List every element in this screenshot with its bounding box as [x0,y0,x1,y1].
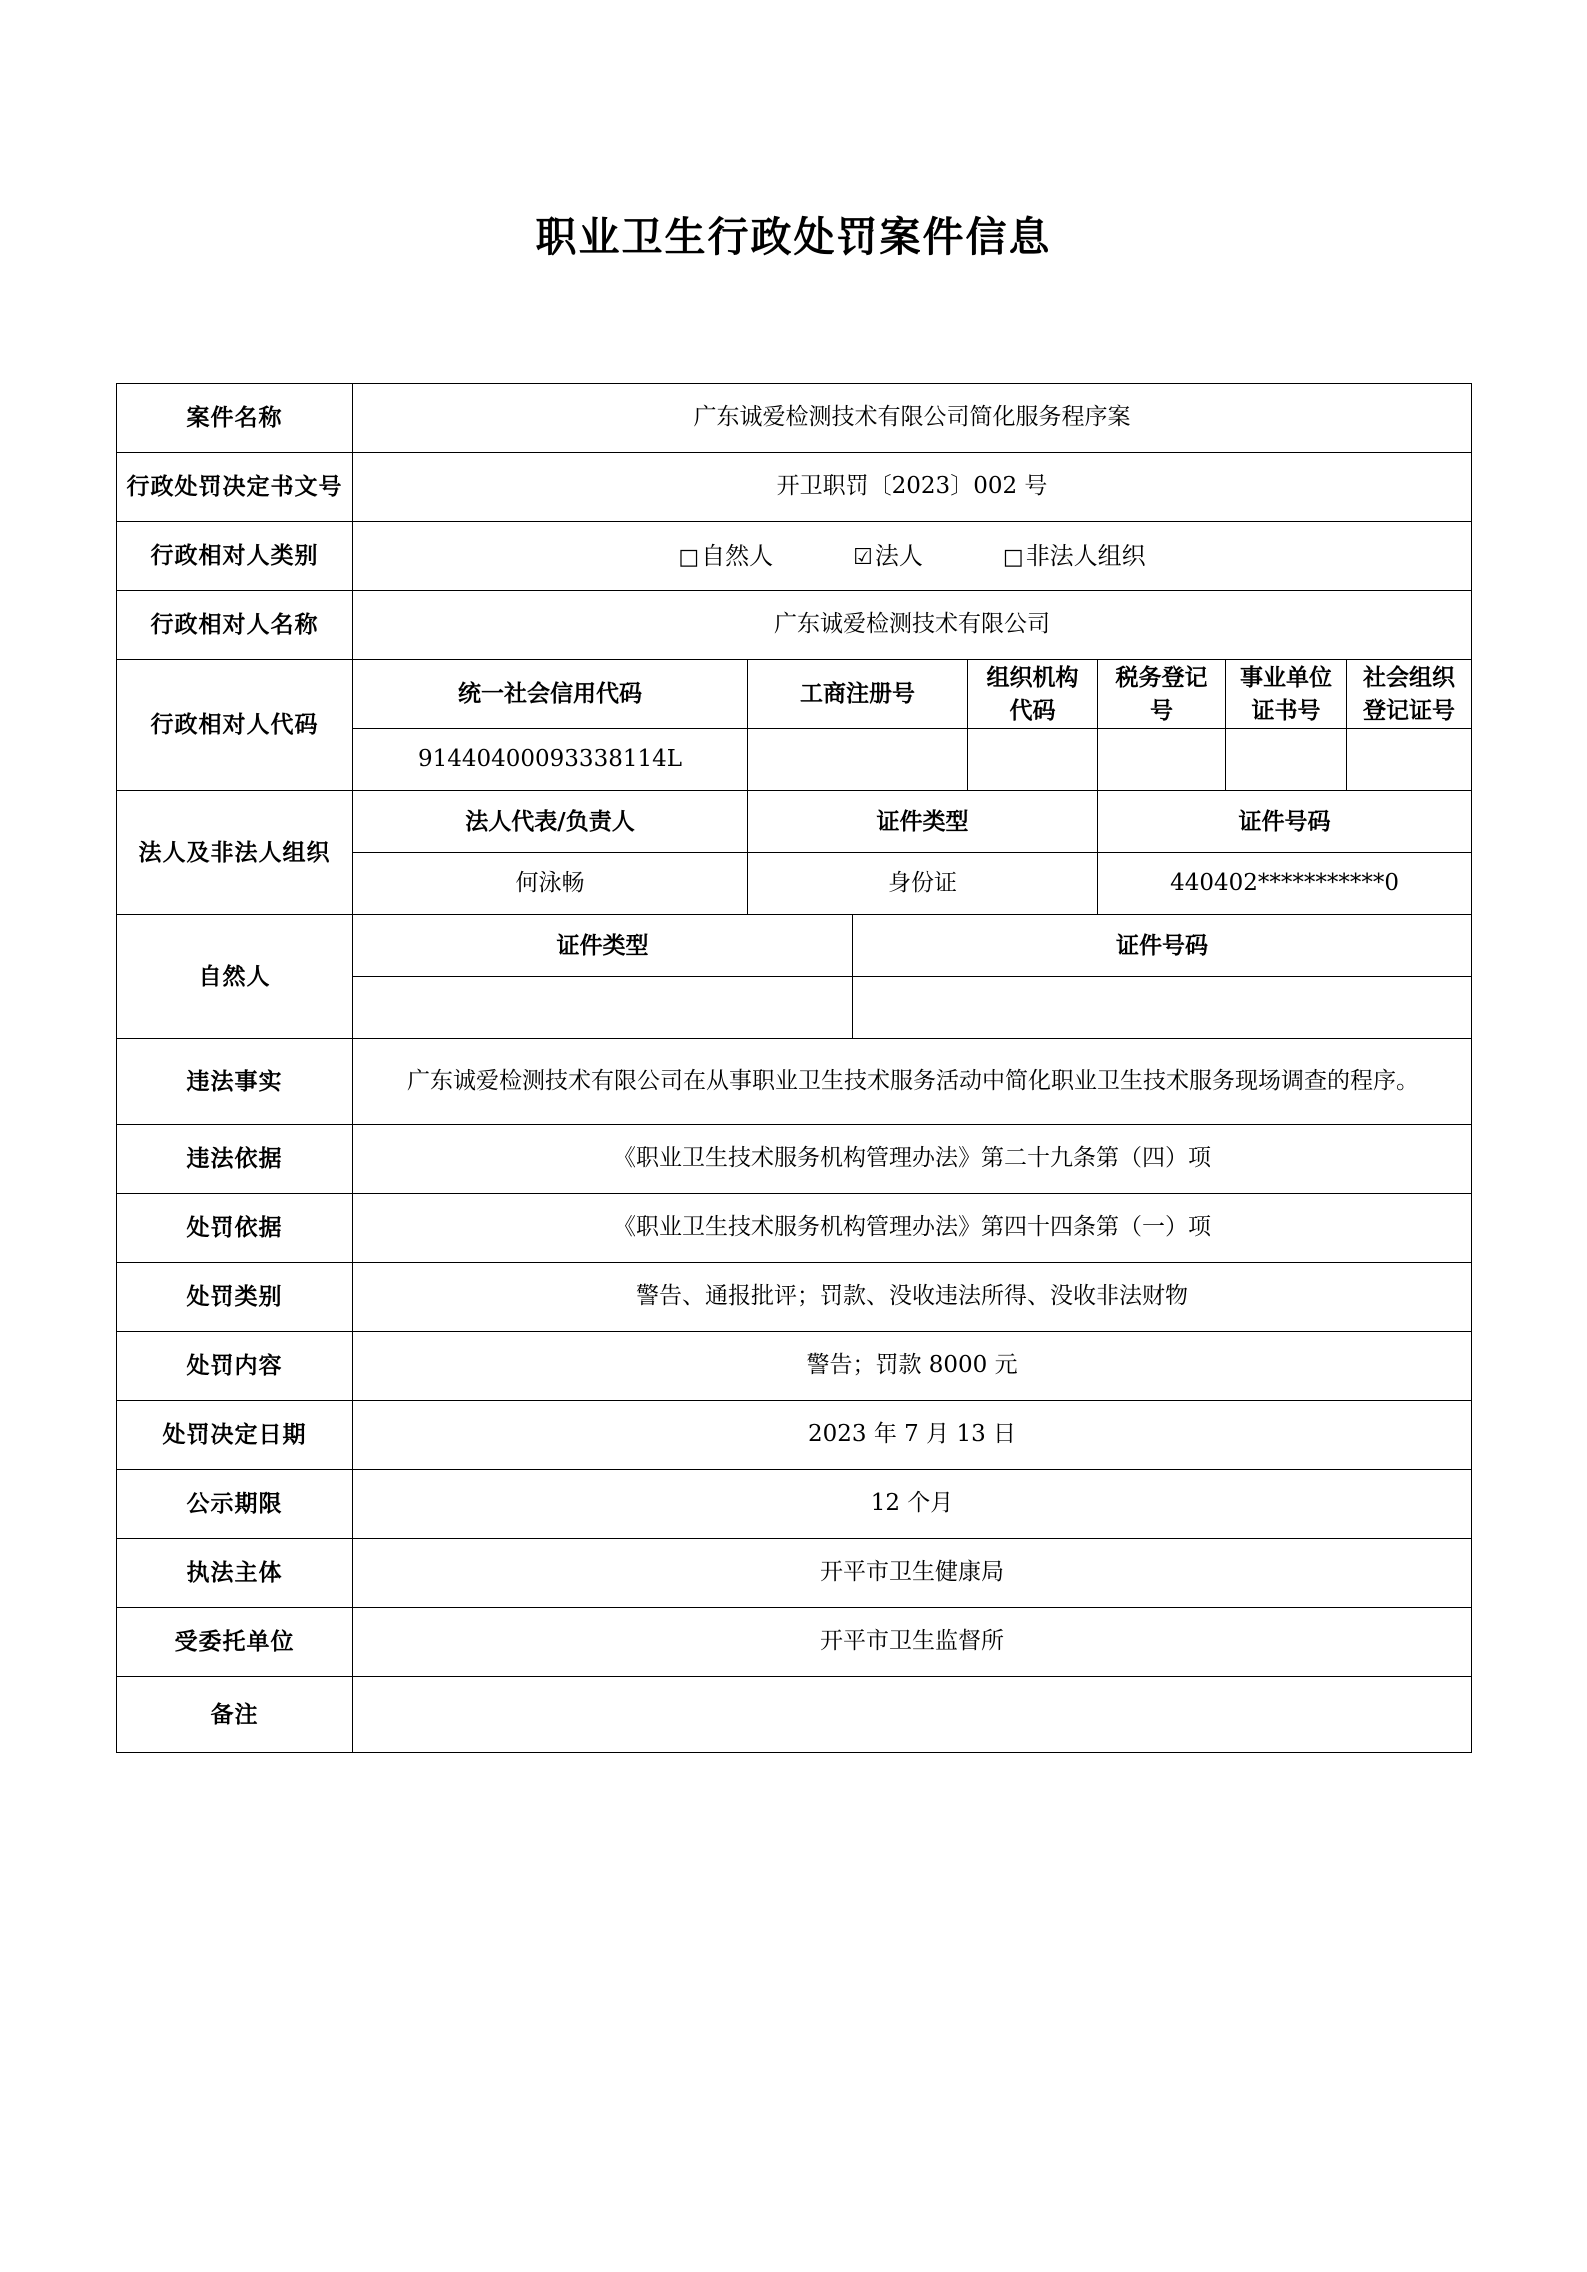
label-illegal-fact: 违法事实 [117,1039,353,1125]
label-enforcement-body: 执法主体 [117,1539,353,1608]
info-table-container [116,290,1471,1753]
table-row-remarks [117,1677,1472,1753]
label-decision-doc-no: 行政处罚决定书文号 [117,453,353,522]
value-natural-id-type [353,977,853,1039]
label-party-type: 行政相对人类别 [117,522,353,591]
header-organization-code: 组织机构代码 [968,660,1098,729]
value-id-type: 身份证 [748,853,1098,915]
checkbox-natural-person[interactable] [678,539,773,574]
label-penalty-type: 处罚类别 [117,1263,353,1332]
page-title: 职业卫生行政处罚案件信息 [535,213,1052,262]
table-row-publicity-period [117,1470,1472,1539]
value-legal-representative: 何泳畅 [353,853,748,915]
value-remarks [353,1677,1472,1753]
header-id-type: 证件类型 [748,791,1098,853]
value-decision-date: 2023 年 7 月 13 日 [353,1401,1472,1470]
case-info-table [116,383,1472,1753]
value-illegal-basis: 《职业卫生技术服务机构管理办法》第二十九条第（四）项 [353,1125,1472,1194]
table-row-illegal-basis [117,1125,1472,1194]
value-illegal-fact: 广东诚爱检测技术有限公司在从事职业卫生技术服务活动中简化职业卫生技术服务现场调查的程序。 [353,1039,1472,1125]
value-party-name: 广东诚爱检测技术有限公司 [353,591,1472,660]
table-row-case-name [117,384,1472,453]
value-organization-code [968,729,1098,791]
checkbox-label: 非法人组织 [1025,541,1146,570]
label-party-name: 行政相对人名称 [117,591,353,660]
header-legal-representative: 法人代表/负责人 [353,791,748,853]
document-page [0,27,1587,2272]
value-entrusted-unit: 开平市卫生监督所 [353,1608,1472,1677]
header-natural-id-number: 证件号码 [853,915,1472,977]
checkbox-label: 自然人 [701,541,774,570]
table-row-party-type [117,522,1472,591]
table-row-party-codes-header [117,660,1472,729]
table-row-penalty-content [117,1332,1472,1401]
header-unified-social-credit-code: 统一社会信用代码 [353,660,748,729]
header-tax-registration-no: 税务登记号 [1098,660,1226,729]
table-row-decision-doc-no [117,453,1472,522]
header-natural-id-type: 证件类型 [353,915,853,977]
checkbox-checked-icon: ☑ [853,544,873,570]
label-decision-date: 处罚决定日期 [117,1401,353,1470]
checkbox-label: 法人 [874,541,923,570]
table-row-penalty-basis [117,1194,1472,1263]
label-penalty-content: 处罚内容 [117,1332,353,1401]
value-tax-registration-no [1098,729,1226,791]
table-row-entrusted-unit [117,1608,1472,1677]
value-social-org-registration-no [1347,729,1472,791]
value-decision-doc-no: 开卫职罚〔2023〕002 号 [353,453,1472,522]
value-unified-social-credit-code: 91440400093338114L [353,729,748,791]
label-penalty-basis: 处罚依据 [117,1194,353,1263]
checkbox-box-icon: □ [1002,544,1024,570]
value-penalty-basis: 《职业卫生技术服务机构管理办法》第四十四条第（一）项 [353,1194,1472,1263]
checkbox-legal-person[interactable] [853,539,923,574]
value-party-type [353,522,1472,591]
label-publicity-period: 公示期限 [117,1470,353,1539]
table-row-enforcement-body [117,1539,1472,1608]
label-case-name: 案件名称 [117,384,353,453]
value-id-number: 440402***********0 [1098,853,1472,915]
header-business-registration-no: 工商注册号 [748,660,968,729]
table-row-decision-date [117,1401,1472,1470]
table-row-legal-person-header [117,791,1472,853]
checkbox-unincorporated-org[interactable] [1003,539,1146,574]
label-legal-person: 法人及非法人组织 [117,791,353,915]
value-institution-certificate-no [1226,729,1347,791]
label-natural-person: 自然人 [117,915,353,1039]
header-institution-certificate-no: 事业单位证书号 [1226,660,1347,729]
value-penalty-content: 警告；罚款 8000 元 [353,1332,1472,1401]
header-social-org-registration-no: 社会组织登记证号 [1347,660,1472,729]
table-row-natural-person-header [117,915,1472,977]
table-row-penalty-type [117,1263,1472,1332]
label-party-codes: 行政相对人代码 [117,660,353,791]
value-publicity-period: 12 个月 [353,1470,1472,1539]
value-penalty-type: 警告、通报批评；罚款、没收违法所得、没收非法财物 [353,1263,1472,1332]
header-id-number: 证件号码 [1098,791,1472,853]
label-remarks: 备注 [117,1677,353,1753]
value-enforcement-body: 开平市卫生健康局 [353,1539,1472,1608]
table-row-illegal-fact [117,1039,1472,1125]
label-illegal-basis: 违法依据 [117,1125,353,1194]
value-case-name: 广东诚爱检测技术有限公司简化服务程序案 [353,384,1472,453]
value-business-registration-no [748,729,968,791]
checkbox-box-icon: □ [678,544,700,570]
table-row-party-name [117,591,1472,660]
value-natural-id-number [853,977,1472,1039]
label-entrusted-unit: 受委托单位 [117,1608,353,1677]
